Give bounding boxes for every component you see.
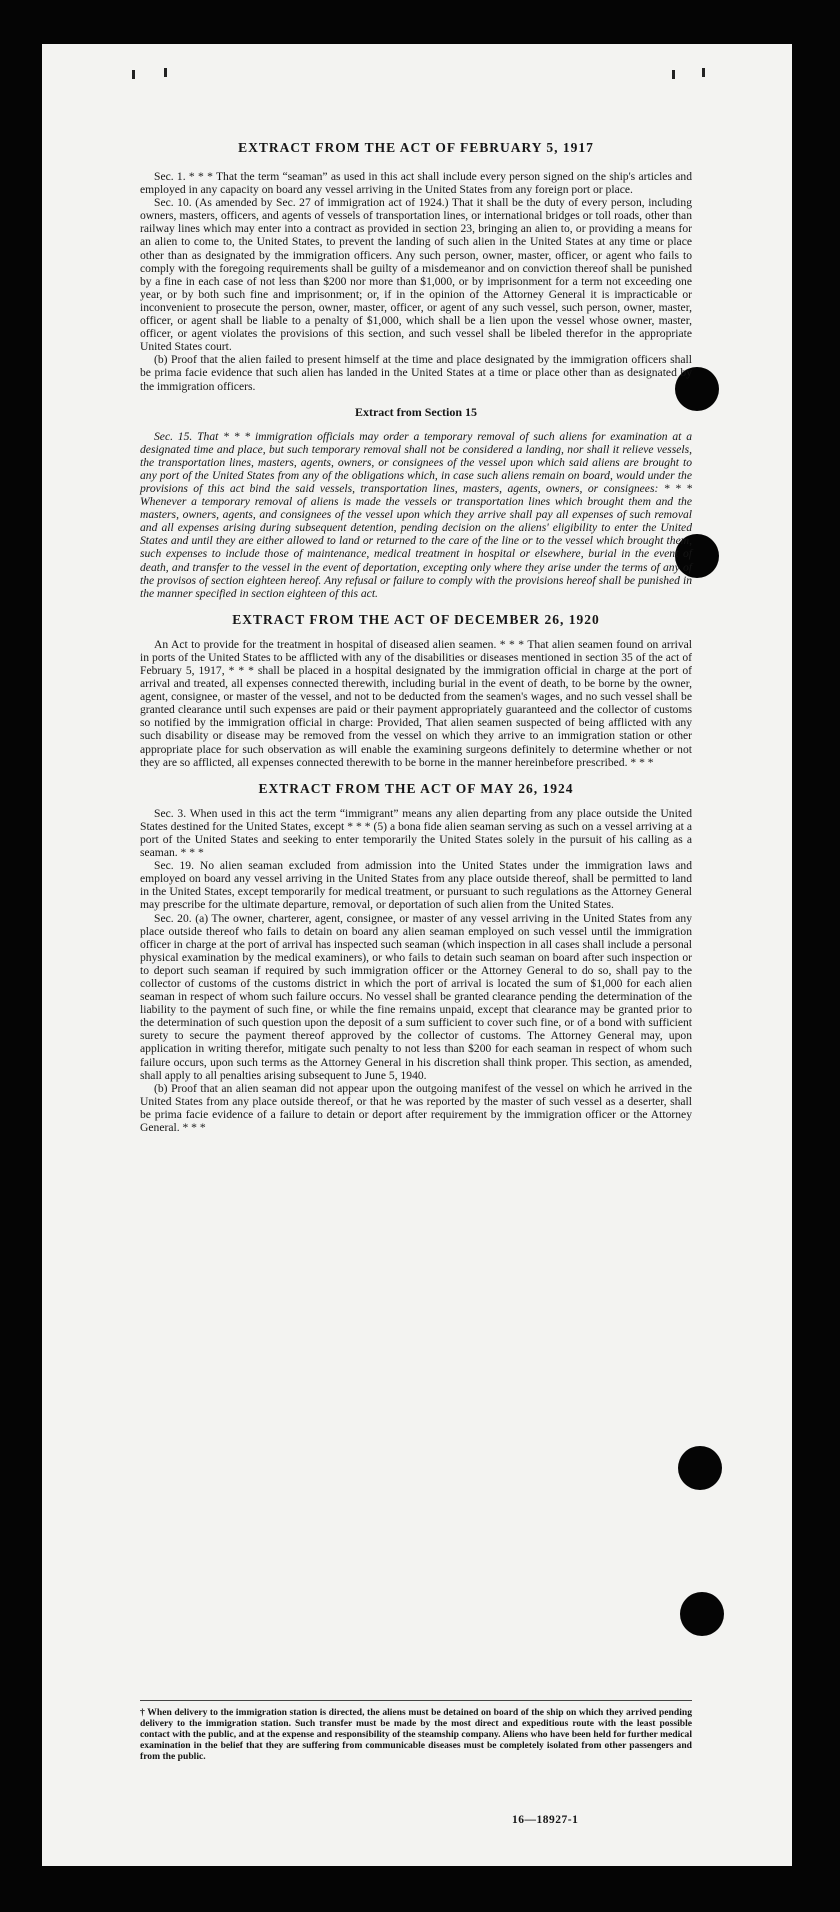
paragraph-sec1: Sec. 1. * * * That the term “seaman” as used in this act shall include every person signed on the ship's articles and employed in any capacity on board any vessel arriving in the United States from any foreign port or place. [140,170,692,197]
heading-1920: EXTRACT FROM THE ACT OF DECEMBER 26, 1920 [232,611,600,627]
heading-1917: EXTRACT FROM THE ACT OF FEBRUARY 5, 1917 [238,140,594,155]
paragraph-sec15: Sec. 15. That * * * immigration officials may order a temporary removal of such aliens for examination at a designated time and place, but such temporary removal shall not be considered a landing, nor shall it relieve vessels, the transportation lines, masters, agents, owners, or consignees of the vessel upon which said aliens are brought to any port of the United States from any of the obligations which, in case such aliens remain on board, would under the provisions of this act bind the said vessels, transportation lines, masters, agents, owners, or consignees: * * * Whenever a temporary removal of aliens is made the vessels or transportation lines which brought them and the masters, owners, agents, and consignees of the vessel upon which they arrive shall pay all expenses of such removal and all expenses arising during subsequent detention, pending decision on the aliens' eligibility to enter the United States and until they are either allowed to land or returned to the care of the line or to the vessel which brought them, such expenses to include those of maintenance, medical treatment in hospital or elsewhere, burial in the event of death, and transfer to the vessel in the event of deportation, excepting only where they arise under the terms of any of the provisos of section eighteen hereof. Any refusal or failure to comply with the provisions hereof shall be punished in the manner specified in section eighteen of this act. [140,429,692,600]
paragraph-sec10b: (b) Proof that the alien failed to present himself at the time and place designated by the immigration officers shall be prima facie evidence that such alien has landed in the United States at a time or place other than as designated by the immigration officers. [140,353,692,393]
section-1917 [140,140,692,1134]
paragraph-sec20b: (b) Proof that an alien seaman did not appear upon the outgoing manifest of the vessel on which he arrived in the United States from any place outside thereof, or that he was reported by the master of such vessel as a deserter, shall be prima facie evidence of a failure to detain or deport after requirement by the immigration officer or the Attorney General. * * * [140,1081,692,1134]
paragraph-sec3: Sec. 3. When used in this act the term “immigrant” means any alien departing from any place outside the United States destined for the United States, except * * * (5) a bona fide alien seaman serving as such on a vessel arriving at a port of the United States and seeking to enter temporarily the United States solely in the pursuit of his calling as a seaman. * * * [140,806,692,860]
punch-hole [680,1592,724,1636]
paragraph-sec20: Sec. 20. (a) The owner, charterer, agent, consignee, or master of any vessel arriving in the United States from any place outside thereof who fails to detain on board any alien seaman employed on such vessel until the immigration officer in charge at the port of arrival has inspected such seaman (which inspection in all cases shall include a personal physical examination by the medical examiners), or who fails to detain such seaman on board after such inspection or to deport such seaman if required by such immigration officer or the Attorney General to do so, shall pay to the collector of customs of the customs district in which the port of arrival is located the sum of $1,000 for each alien seaman in respect of whom such failure occurs. No vessel shall be granted clearance pending the determination of the liability to the payment of such fine, or while the fine remains unpaid, except that clearance may be granted prior to the determination of such question upon the deposit of a sum sufficient to cover such fine, or of a bond with sufficient surety to secure the payment thereof approved by the collector of customs. The Attorney General may, upon application in writing therefor, mitigate such penalty to not less than $200 for each seaman in respect of whom such failure occurs, upon such terms as the Attorney General in his discretion shall think proper. This section, as amended, shall apply to all penalties arising subsequent to June 5, 1940. [140,911,692,1082]
heading-1924: EXTRACT FROM THE ACT OF MAY 26, 1924 [258,780,574,796]
footnote: † When delivery to the immigration station is directed, the aliens must be detained on board of the ship on which they arrived pending delivery to the immigration station. Such transfer must be made by the most direct and expeditious route with the least possible contact with the public, and at the expense and responsibility of the steamship company. Aliens who have been held for further medical examination in the belief that they are suffering from communicable diseases must be completely isolated from other passengers and from the public. [140,1700,692,1762]
heading-section-15: Extract from Section 15 [354,404,478,419]
scan-mark [672,70,675,79]
paragraph-sec10: Sec. 10. (As amended by Sec. 27 of immigration act of 1924.) That it shall be the duty of every person, including owners, masters, officers, and agents of vessels of transportation lines, or international bridges or toll roads, other than railway lines which may enter into a contract as provided in section 23, bringing an alien to, or providing a means for an alien to come to, the United States, to prevent the landing of such alien in the United States at any time or place other than as designated by the immigration officers. Any such person, owner, master, officer, or agent who fails to comply with the foregoing requirements shall be guilty of a misdemeanor and on conviction thereof shall be punished by a fine in each case of not less than $200 nor more than $1,000, or by imprisonment for a term not exceeding one year, or by both such fine and imprisonment; or, if in the opinion of the Attorney General it is impracticable or inconvenient to prosecute the person, owner, master, officer, or agent of any such vessel, such person, owner, master, officer, or agent shall be liable to a penalty of $1,000, which shall be a lien upon the vessel whose owner, master, officer, or agent violates the provisions of this section, and such vessel shall be libeled therefor in the appropriate United States court. [140,196,692,354]
paragraph-1920: An Act to provide for the treatment in hospital of diseased alien seamen. * * * That alien seamen found on arrival in ports of the United States to be afflicted with any of the disabilities or diseases mentioned in section 35 of the act of February 5, 1917, * * * shall be placed in a hospital designated by the immigration official in charge at the port of arrival and treated, all expenses connected therewith, including burial in the event of death, to be borne by the owner, agent, consignee, or master of the vessel, and not to be deducted from the seamen's wages, and no such vessel shall be granted clearance until such expenses are paid or their payment appropriately guaranteed and the collector of customs so notified by the immigration official in charge: Provided, That alien seamen suspected of being afflicted with any such disability or disease may be removed from the vessel on which they arrive to an immigration station or other appropriate place for such observation as will enable the examining surgeons definitely to determine whether or not they are so afflicted, all expenses connected therewith to be borne in the manner hereinbefore prescribed. * * * [140,637,692,769]
punch-hole [678,1446,722,1490]
scan-mark [702,68,705,77]
scan-mark [164,68,167,77]
top-scan-marks [112,64,732,80]
scan-mark [132,70,135,79]
document-page [42,44,792,1866]
paragraph-sec19: Sec. 19. No alien seaman excluded from admission into the United States under the immigration laws and employed on board any vessel arriving in the United States from any place outside thereof, shall be permitted to land in the United States, except temporarily for medical treatment, or pursuant to such regulations as the Attorney General may prescribe for the ultimate departure, removal, or deportation of such alien from the United States. [140,859,692,912]
form-number: 16—18927-1 [512,1814,579,1826]
